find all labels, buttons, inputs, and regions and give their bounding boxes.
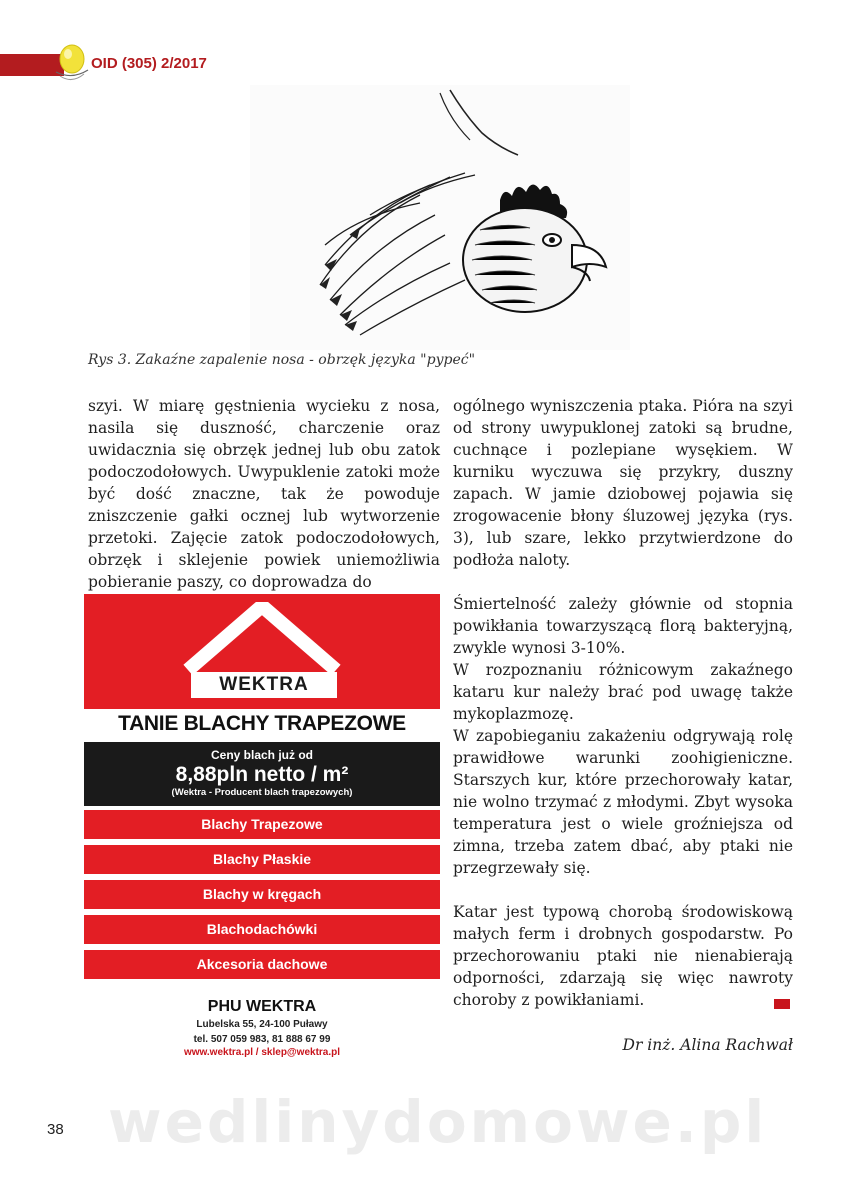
article-column-left [88,395,440,593]
author-signature: Dr inż. Alina Rachwał [622,1036,793,1054]
watermark: wedlinydomowe.pl [108,1088,768,1156]
paragraph: Śmiertelność zależy głównie od stopnia powikłania towarzyszącą florą bakteryjną, zwykle wynosi 3-10%. [453,595,793,657]
article-column-right [453,395,793,1011]
paragraph: Katar jest typową chorobą środowiskową małych ferm i drobnych gospodarstw. Po przechorowaniu ptaki nie nienabierają odporności, zdarzają się więc nawroty choroby z powikłaniami. [453,903,793,1009]
magazine-logo-icon [52,40,92,86]
page-number: 38 [47,1121,64,1138]
wektra-advertisement[interactable] [84,594,440,1058]
ad-product-item: Akcesoria dachowe [84,950,440,979]
ad-product-item: Blachy Płaskie [84,845,440,874]
ad-product-item: Blachy Trapezowe [84,810,440,839]
hen-illustration [250,85,630,350]
ad-price-note: (Wektra - Producent blach trapezowych) [171,787,353,798]
ad-company-name: PHU WEKTRA [207,998,317,1015]
ad-links[interactable]: www.wektra.pl / sklep@wektra.pl [183,1047,341,1058]
ad-headline: TANIE BLACHY TRAPEZOWE [118,712,406,735]
ad-price: 8,88pln netto / m² [175,763,349,786]
ad-product-item: Blachy w kręgach [84,880,440,909]
figure-caption: Rys 3. Zakaźne zapalenie nosa - obrzęk języka "pypeć" [88,352,476,368]
ad-brand: WEKTRA [191,672,337,698]
ad-product-item: Blachodachówki [84,915,440,944]
ad-address: Lubelska 55, 24-100 Puławy [196,1019,328,1030]
ad-phone: tel. 507 059 983, 81 888 67 99 [193,1034,331,1045]
ad-price-panel [84,742,440,806]
paragraph: W rozpoznaniu różnicowym zakaźnego kataru kur należy brać pod uwagę także mykoplazmozę. [453,661,793,723]
paragraph: szyi. W miarę gęstnienia wycieku z nosa, nasila się duszność, charczenie oraz uwidacznia się obrzęk jednej lub obu zatok podoczodołowych. Uwypuklenie zatoki może być dość znaczne, tak że powoduje zniszczenie gałki ocznej lub wytworzenie przetoki. Zajęcie zatok podoczodołowych, obrzęk i sklejenie powiek uniemożliwia pobieranie paszy, co doprowadza do [88,397,440,591]
ad-price-label: Ceny blach już od [210,748,313,762]
paragraph: W zapobieganiu zakażeniu odgrywają rolę prawidłowe warunki zoohigieniczne. Starszych kur, które przechorowały katar, nie wolno trzymać z młodymi. Zbyt wysoka temperatura jest o wiele groźniejsza od zimna, trzeba zatem dbać, aby ptaki nie przegrzewały się. [453,727,793,877]
issue-label: OID (305) 2/2017 [91,55,207,72]
paragraph: ogólnego wyniszczenia ptaka. Pióra na szyi od strony uwypuklonej zatoki są brudne, cuchnące i pozlepiane wysękiem. W kurniku wyczuwa się przykry, duszny zapach. W jamie dziobowej pojawia się zrogowacenie błony śluzowej języka (rys. 3), lub szare, lekko przytwierdzone do podłoża naloty. [453,397,793,569]
article-end-marker [774,999,790,1009]
